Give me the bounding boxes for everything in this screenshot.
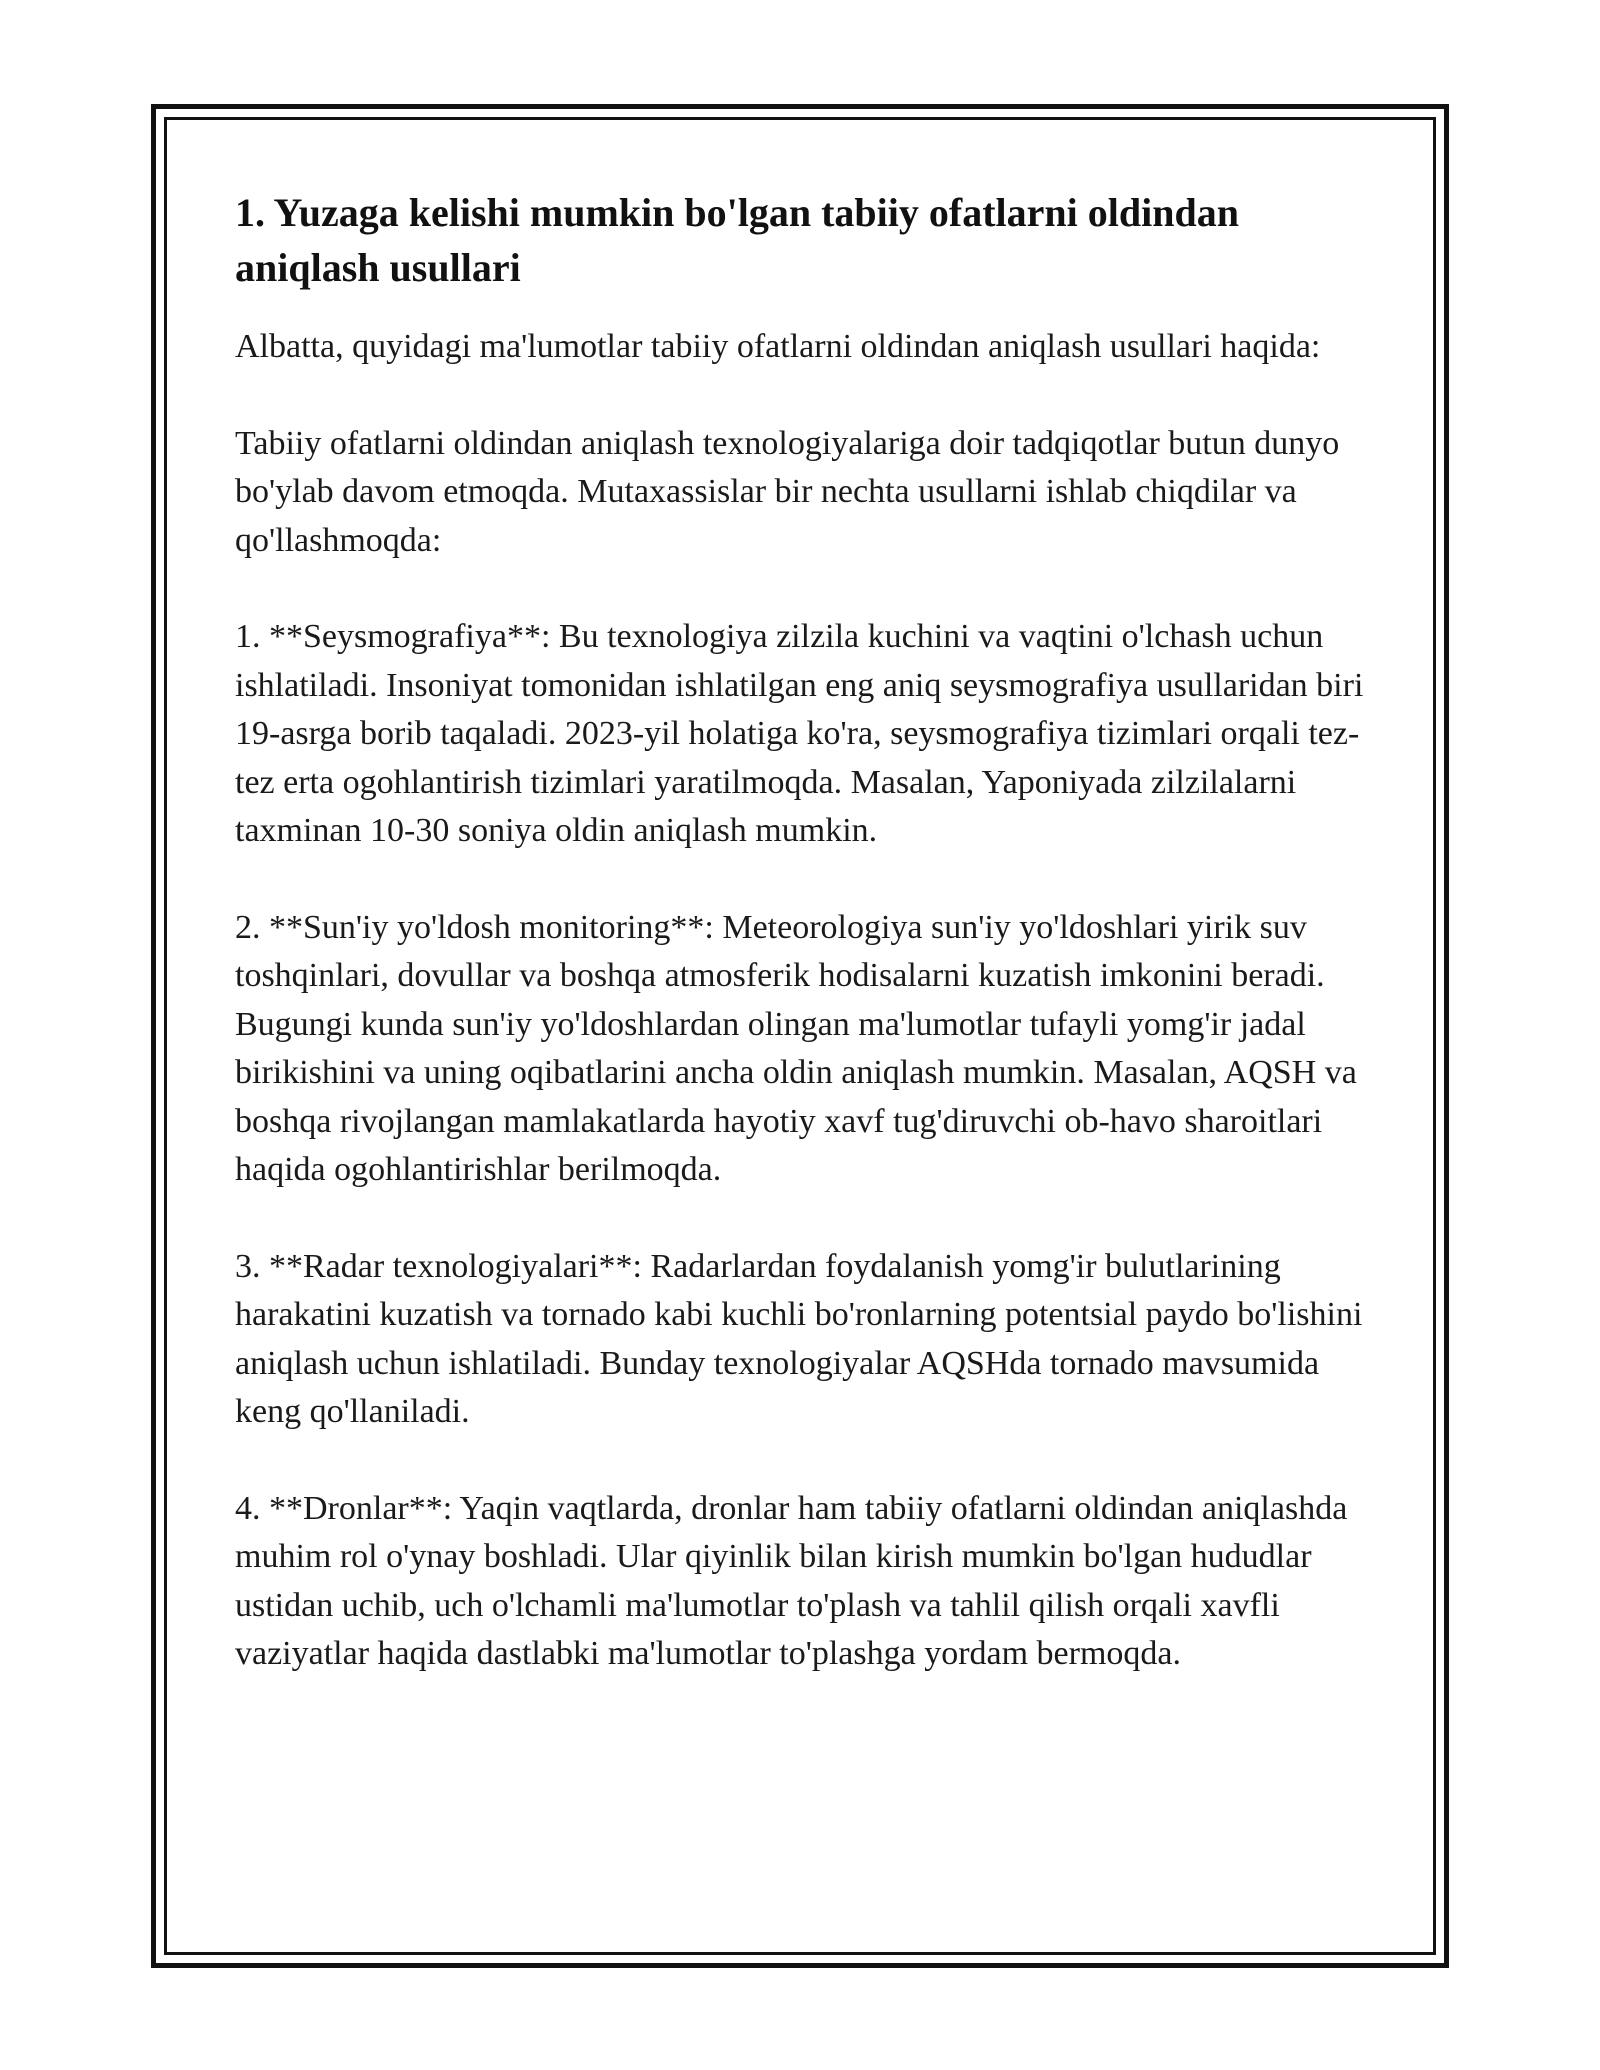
document-body — [235, 185, 1375, 1727]
item-satellite-paragraph: 2. **Sun'iy yo'ldosh monitoring**: Meteorologiya sun'iy yo'ldoshlari yirik suv toshqinlari, dovullar va boshqa atmosferik hodisalarni kuzatish imkonini beradi. Bugungi kunda sun'iy yo'ldoshlardan olingan ma'lumotlar tufayli yomg'ir jadal birikishini va uning oqibatlarini ancha oldin aniqlash mumkin. Masalan, AQSH va boshqa rivojlangan mamlakatlarda hayotiy xavf tug'diruvchi ob-havo sharoitlari haqida ogohlantirishlar berilmoqda. — [235, 908, 1357, 1188]
section-heading: 1. Yuzaga kelishi mumkin bo'lgan tabiiy ofatlarni oldindan aniqlash usullari — [235, 190, 1239, 290]
intro-paragraph: Albatta, quyidagi ma'lumotlar tabiiy ofatlarni oldindan aniqlash usullari haqida: — [235, 328, 1321, 365]
item-radar-paragraph: 3. **Radar texnologiyalari**: Radarlardan foydalanish yomg'ir bulutlarining harakatini kuzatish va tornado kabi kuchli bo'ronlarning potentsial paydo bo'lishini aniqlash uchun ishlatiladi. Bunday texnologiyalar AQSHda tornado mavsumida keng qo'llaniladi. — [235, 1247, 1363, 1430]
item-seismography-paragraph: 1. **Seysmografiya**: Bu texnologiya zilzila kuchini va vaqtini o'lchash uchun ishlatiladi. Insoniyat tomonidan ishlatilgan eng aniq seysmografiya usullaridan biri 19-asrga borib taqaladi. 2023-yil holatiga ko'ra, seysmografiya tizimlari orqali tez-tez erta ogohlantirish tizimlari yaratilmoqda. Masalan, Yaponiyada zilzilalarni taxminan 10-30 soniya oldin aniqlash mumkin. — [235, 618, 1364, 849]
overview-paragraph: Tabiiy ofatlarni oldindan aniqlash texnologiyalariga doir tadqiqotlar butun dunyo bo'ylab davom etmoqda. Mutaxassislar bir nechta usullarni ishlab chiqdilar va qo'llashmoqda: — [235, 424, 1340, 559]
item-drones-paragraph: 4. **Dronlar**: Yaqin vaqtlarda, dronlar ham tabiiy ofatlarni oldindan aniqlashda muhim rol o'ynay boshladi. Ular qiyinlik bilan kirish mumkin bo'lgan hududlar ustidan uchib, uch o'lchamli ma'lumotlar to'plash va tahlil qilish orqali xavfli vaziyatlar haqida dastlabki ma'lumotlar to'plashga yordam bermoqda. — [235, 1489, 1348, 1672]
